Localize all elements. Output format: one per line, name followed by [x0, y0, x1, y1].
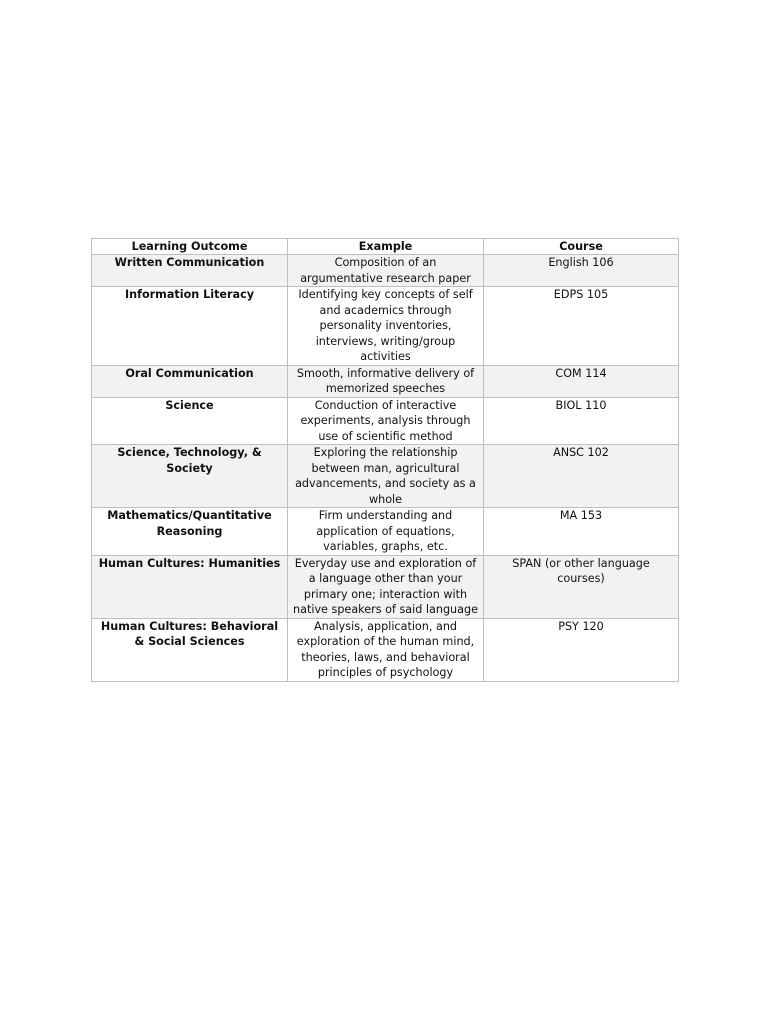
outcome-cell: Human Cultures: Behavioral & Social Sciences [92, 618, 288, 681]
table-row [92, 618, 679, 681]
table-row [92, 255, 679, 287]
course-cell: MA 153 [484, 508, 679, 556]
course-cell: BIOL 110 [484, 397, 679, 445]
example-cell: Everyday use and exploration of a language other than your primary one; interaction with native speakers of said language [288, 555, 484, 618]
learning-outcomes-table [91, 238, 679, 682]
table-row [92, 397, 679, 445]
table-row [92, 287, 679, 366]
example-cell: Exploring the relationship between man, agricultural advancements, and society as a whole [288, 445, 484, 508]
outcome-cell: Science, Technology, & Society [92, 445, 288, 508]
table-row [92, 445, 679, 508]
example-cell: Conduction of interactive experiments, analysis through use of scientific method [288, 397, 484, 445]
course-cell: ANSC 102 [484, 445, 679, 508]
course-cell: EDPS 105 [484, 287, 679, 366]
outcome-cell: Written Communication [92, 255, 288, 287]
example-cell: Analysis, application, and exploration of the human mind, theories, laws, and behavioral principles of psychology [288, 618, 484, 681]
example-cell: Firm understanding and application of equations, variables, graphs, etc. [288, 508, 484, 556]
header-course: Course [484, 239, 679, 255]
outcome-cell: Mathematics/Quantitative Reasoning [92, 508, 288, 556]
example-cell: Composition of an argumentative research paper [288, 255, 484, 287]
course-cell: English 106 [484, 255, 679, 287]
outcome-cell: Information Literacy [92, 287, 288, 366]
table-header-row [92, 239, 679, 255]
outcome-cell: Oral Communication [92, 365, 288, 397]
header-learning-outcome: Learning Outcome [92, 239, 288, 255]
course-cell: PSY 120 [484, 618, 679, 681]
course-cell: COM 114 [484, 365, 679, 397]
header-example: Example [288, 239, 484, 255]
table-row [92, 508, 679, 556]
outcome-cell: Human Cultures: Humanities [92, 555, 288, 618]
example-cell: Smooth, informative delivery of memorized speeches [288, 365, 484, 397]
example-cell: Identifying key concepts of self and academics through personality inventories, interviews, writing/group activities [288, 287, 484, 366]
table-row [92, 365, 679, 397]
outcome-cell: Science [92, 397, 288, 445]
table-row [92, 555, 679, 618]
course-cell: SPAN (or other language courses) [484, 555, 679, 618]
